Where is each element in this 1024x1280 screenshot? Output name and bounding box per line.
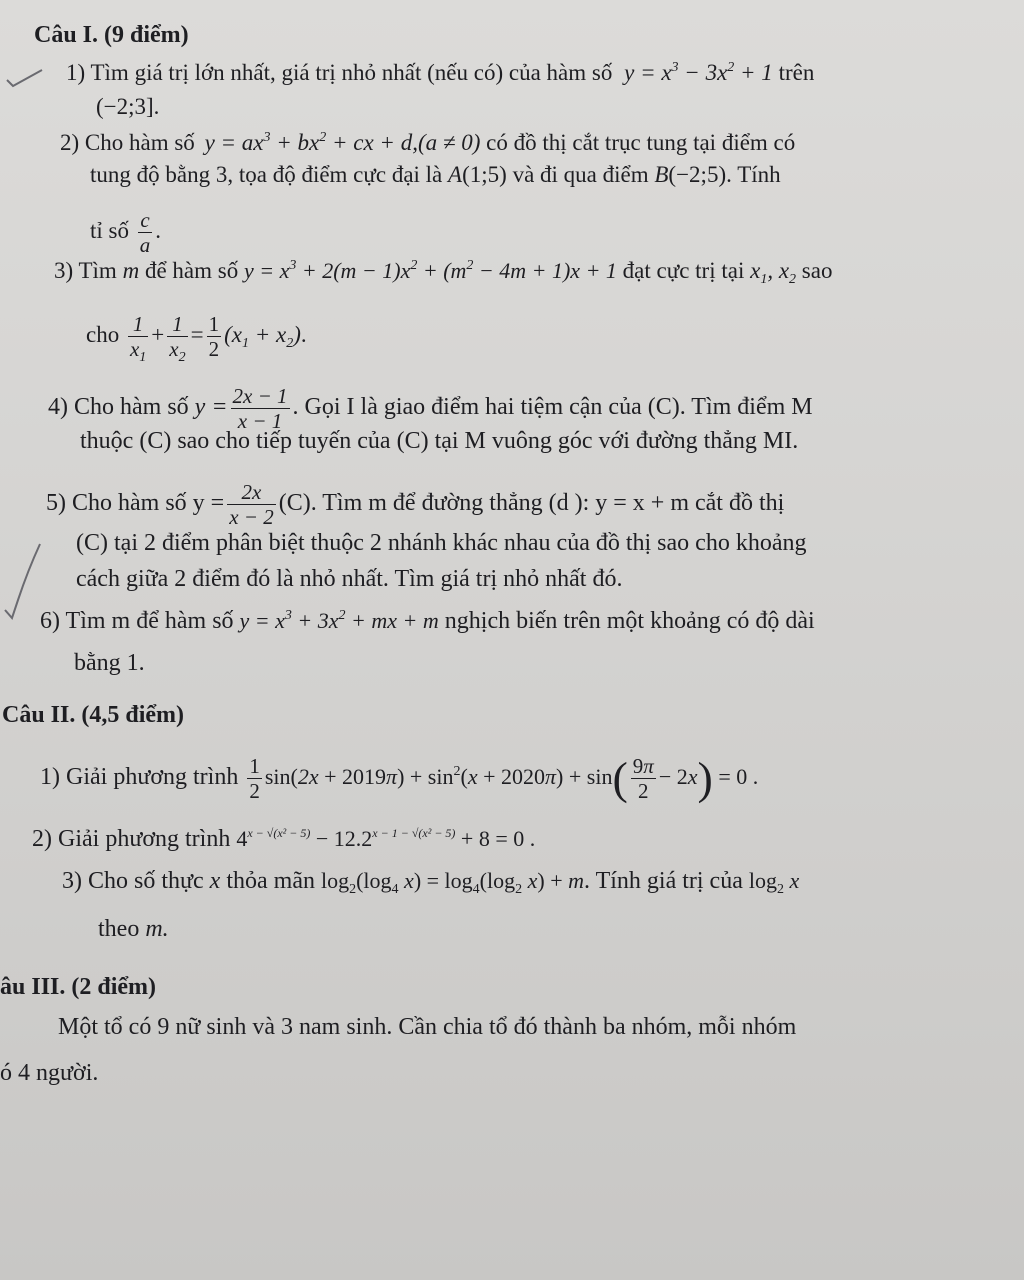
q2-p2-line1: 2) Giải phương trình $4^{x - √(x^2 - 5)} - 12.2^{x - 1 - √(x^2 - 5)} + 8 = 0$ . [32, 826, 536, 852]
q1-p6-line2: bằng 1. [74, 650, 145, 676]
q1-p1-line1: 1) Tìm giá trị lớn nhất, giá trị nhỏ nhất (nếu có) của hàm số $y = x^3 - 3x^2 + 1$ trên [66, 60, 815, 85]
q1-p3-line2: cho $\frac{1}{x_1}$ + $\frac{1}{x_2}$ = $\frac{1}{2}$ $(x_1 + x_2)$. [86, 312, 307, 365]
q1-p5-line3: cách giữa 2 điểm đó là nhỏ nhất. Tìm giá trị nhỏ nhất đó. [76, 566, 623, 592]
checkmark-icon [4, 66, 46, 94]
q1-p2-line1: 2) Cho hàm số $y = ax^3 + bx^2$ + cx + d,(a ≠ 0) có đồ thị cắt trục tung tại điểm có [60, 130, 796, 155]
q3-heading: âu III. (2 điểm) [0, 974, 157, 1000]
q1-p4-line2: thuộc (C) sao cho tiếp tuyến của (C) tại M vuông góc với đường thẳng MI. [80, 428, 799, 454]
q1-heading: Câu I. (9 điểm) [34, 22, 189, 48]
q1-p2-line3: tỉ số $\frac{c}{a}$ . [90, 208, 161, 257]
q2-p3-line2: theo m. [98, 916, 169, 942]
q3-line1: Một tổ có 9 nữ sinh và 3 nam sinh. Cần chia tổ đó thành ba nhóm, mỗi nhóm [58, 1014, 797, 1040]
q2-p3-line1: 3) Cho số thực x thỏa mãn $\log_2(\log_4$ $x) = \log_4(\log_2$ x) + m. Tính giá trị của $\log_2 x$ [62, 868, 800, 897]
q1-p3-line1: 3) Tìm m để hàm số $y = x^3 + 2(m - 1)x^2 + (m^2 - 4m + 1)x + 1$ đạt cực trị tại $x_1$, $x_2$ sao [54, 258, 833, 287]
q2-p1-line1: 1) Giải phương trình $\frac{1}{2}$ $\sin(2x + 2019\pi) + \sin^2(x + 2020\pi) + \sin$( $\frac{9\pi}{2}$ − 2x) = 0 . [40, 752, 759, 804]
q3-line2: ó 4 người. [0, 1060, 99, 1086]
q1-p2-line2: tung độ bằng 3, tọa độ điểm cực đại là A(1;5) và đi qua điểm B(−2;5). Tính [90, 162, 781, 187]
q1-p5-line1: 5) Cho hàm số y = $\frac{2x}{x - 2}$ (C). Tìm m để đường thẳng (d ): y = x + m cắt đồ thị [46, 480, 785, 529]
q1-p6-line1: 6) Tìm m để hàm số $y = x^3 + 3x^2$ + mx + m nghịch biến trên một khoảng có độ dài [40, 608, 815, 634]
q1-p5-line2: (C) tại 2 điểm phân biệt thuộc 2 nhánh khác nhau của đồ thị sao cho khoảng [76, 530, 807, 556]
q1-p1-line2: (−2;3]. [96, 94, 160, 119]
margin-check-icon [0, 540, 44, 624]
q2-heading: Câu II. (4,5 điểm) [2, 702, 185, 728]
q1-p4-line1: 4) Cho hàm số y = $\frac{2x - 1}{x - 1}$ . Gọi I là giao điểm hai tiệm cận của (C). Tìm điểm M [48, 384, 813, 433]
